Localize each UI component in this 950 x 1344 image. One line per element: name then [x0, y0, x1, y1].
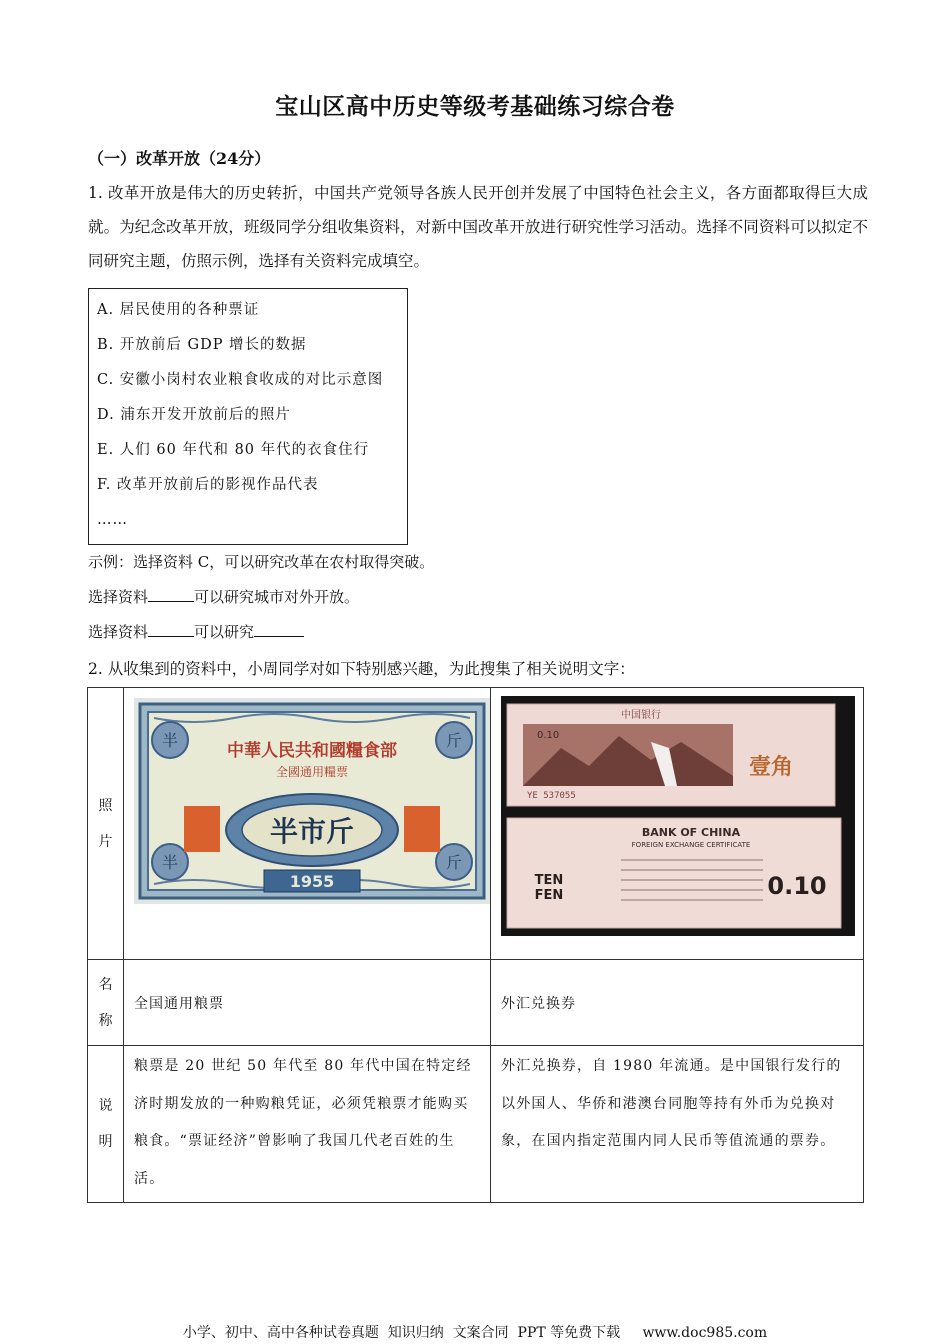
fec-cert: FOREIGN EXCHANGE CERTIFICATE	[631, 841, 751, 849]
row-label-desc	[88, 1046, 124, 1203]
corner-mark: 斤	[445, 731, 463, 750]
fec-front-num: 0.10	[537, 730, 560, 741]
answer-blank-1[interactable]	[148, 587, 194, 602]
answer-blank-3[interactable]	[254, 622, 304, 637]
fec-serial: YE 537055	[527, 791, 576, 801]
fec-name: 外汇兑换券	[491, 960, 864, 1046]
option-ellipsis: ……	[97, 512, 128, 528]
name-row	[88, 960, 864, 1046]
fec-back-ten: TEN	[534, 873, 564, 888]
row-label-desc-text: 说 明	[98, 1098, 113, 1150]
page-title: 宝山区高中历史等级考基础练习综合卷	[275, 93, 675, 120]
answer-blank-2[interactable]	[148, 622, 194, 637]
fill-line-1-prefix: 选择资料	[88, 588, 149, 606]
fill-line-1	[88, 586, 359, 607]
desc-row	[88, 1046, 864, 1203]
fill-line-2-prefix: 选择资料	[88, 623, 149, 641]
fec-bank: BANK OF CHINA	[641, 826, 741, 839]
option-d: D. 浦东开发开放前后的照片	[97, 407, 291, 423]
ration-img-sub: 全國通用糧票	[275, 765, 349, 779]
fill-line-2-middle: 可以研究	[194, 623, 255, 641]
corner-mark: 半	[161, 731, 179, 750]
fec-photo-cell	[491, 688, 864, 960]
option-b: B. 开放前后 GDP 增长的数据	[97, 337, 307, 353]
ration-name: 全国通用粮票	[124, 960, 491, 1046]
fill-line-2	[88, 621, 304, 642]
fec-image	[501, 696, 855, 936]
row-label-name-text: 名 称	[98, 976, 113, 1029]
corner-mark: 斤	[445, 853, 463, 872]
ration-img-value: 半市斤	[269, 815, 355, 848]
section-heading: （一）改革开放（24分）	[88, 149, 271, 168]
example-line: 示例：选择资料 C，可以研究改革在农村取得突破。	[88, 553, 435, 571]
row-label-photo-text: 照 片	[98, 797, 113, 850]
fec-front-value: 壹角	[748, 754, 794, 780]
option-a: A. 居民使用的各种票证	[97, 302, 260, 318]
ration-desc: 粮票是 20 世纪 50 年代至 80 年代中国在特定经济时期发放的一种购粮凭证，必须凭粮票才能购买粮食。“票证经济”曾影响了我国几代老百姓的生活。	[124, 1046, 491, 1203]
footer: 小学、初中、高中各种试卷真题 知识归纳 文案合同 PPT 等免费下载 www.doc985.com	[182, 1325, 768, 1341]
fec-front-bank-cn: 中国银行	[621, 710, 661, 721]
option-e: E. 人们 60 年代和 80 年代的衣食住行	[97, 442, 370, 458]
info-table	[87, 687, 864, 1203]
question-2-text: 2. 从收集到的资料中，小周同学对如下特别感兴趣，为此搜集了相关说明文字：	[88, 660, 635, 678]
corner-mark: 半	[161, 853, 179, 872]
row-label-name	[88, 960, 124, 1046]
option-f: F. 改革开放前后的影视作品代表	[97, 477, 319, 493]
row-label-photo	[88, 688, 124, 960]
fec-desc: 外汇兑换券，自 1980 年流通。是中国银行发行的以外国人、华侨和港澳台同胞等持有外币为兑换对象，在国内指定范围内同人民币等值流通的票券。	[491, 1046, 864, 1203]
photo-row	[88, 688, 864, 960]
fec-back-value: 0.10	[767, 872, 827, 900]
option-c: C. 安徽小岗村农业粮食收成的对比示意图	[97, 372, 384, 388]
ration-photo-cell	[124, 688, 491, 960]
ration-img-year: 1955	[289, 872, 335, 891]
ration-ticket-image	[134, 698, 490, 904]
options-box	[88, 288, 408, 545]
fec-back-fen: FEN	[534, 888, 564, 903]
ration-img-title: 中華人民共和國糧食部	[227, 741, 397, 761]
fill-line-1-suffix: 可以研究城市对外开放。	[194, 588, 360, 606]
question-1-text: 1. 改革开放是伟大的历史转折，中国共产党领导各族人民开创并发展了中国特色社会主义，各方面都取得巨大成就。为纪念改革开放，班级同学分组收集资料，对新中国改革开放进行研究性学习活动。选择不同资料可以拟定不同研究主题，仿照示例，选择有关资料完成填空。	[88, 184, 868, 270]
